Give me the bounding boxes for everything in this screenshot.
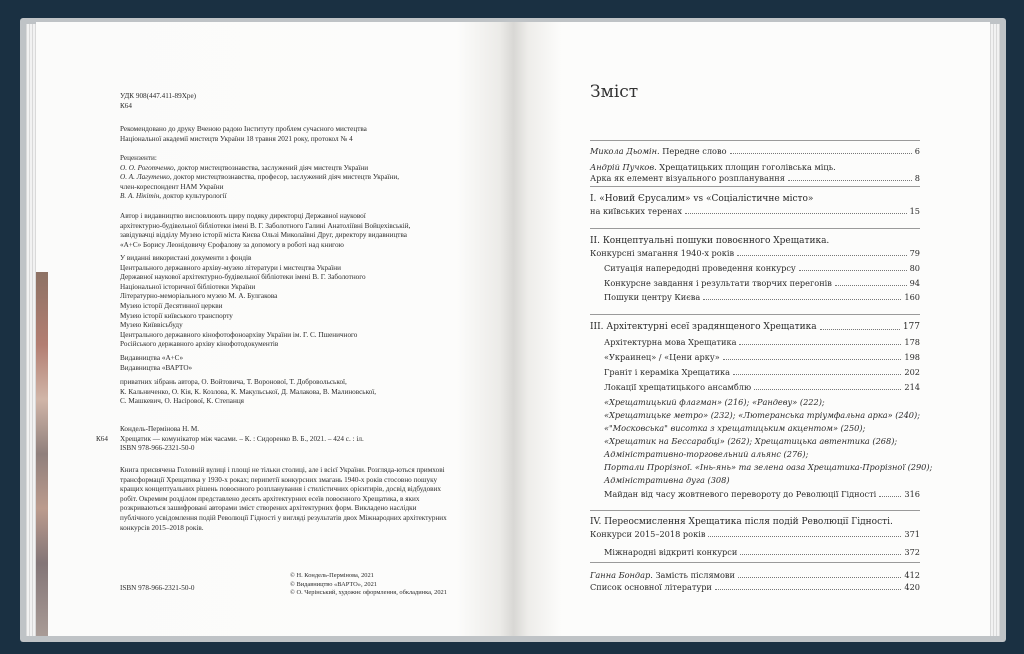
- recommendation: Рекомендовано до друку Вченою радою Інституту проблем сучасного мистецтва Національної академії мистецтв України 18 травня 2021 року, протокол № 4: [120, 125, 367, 143]
- toc-divider: [590, 186, 920, 187]
- toc-entry-text: Майдан від часу жовтневого перевороту до Революції Гідності: [604, 489, 877, 499]
- toc-entry-title: [604, 337, 736, 347]
- toc-entry-title: [604, 436, 897, 446]
- isbn-bottom: ISBN 978-966-2321-50-0: [120, 584, 195, 592]
- toc-leader-dots: [754, 389, 901, 390]
- toc-entry-author: Андрій Пучков: [590, 162, 655, 172]
- toc-divider: [590, 562, 920, 563]
- toc-entry: [590, 236, 920, 246]
- toc-entry-title: [604, 263, 796, 273]
- toc-entry-text: Конкурси 2015–2018 років: [590, 529, 706, 539]
- toc-entry-author: «Хрещатик на Бессарабці» (262); Хрещатицька автентика (268);: [604, 436, 898, 446]
- toc-entry: [604, 489, 920, 499]
- toc-entry: [590, 146, 920, 156]
- toc-entry: [590, 194, 920, 204]
- toc-page-number: 160: [904, 292, 920, 302]
- toc-page-number: 79: [909, 248, 920, 258]
- toc-entry: [604, 263, 920, 273]
- toc-page-number: 178: [904, 337, 920, 347]
- toc-leader-dots: [738, 577, 901, 578]
- toc-entry-text: . Замість післямови: [650, 570, 735, 580]
- toc-entry-text: . Хрещатицьких площин гоголівська міць.: [654, 162, 836, 172]
- bibliographic-record: Кондель-Пермінова Н. М. Хрещатик — комунікатор між часами. – К. : Сидоренко В. Б., 2021. – 424 с. : іл. ISBN 978-966-2321-50-0: [120, 425, 364, 453]
- toc-page-number: 214: [904, 382, 920, 392]
- toc-leader-dots: [879, 496, 901, 497]
- toc-entry-title: [590, 146, 727, 156]
- toc-entry: [604, 292, 920, 302]
- left-page: [36, 22, 514, 636]
- toc-divider: [590, 140, 920, 141]
- acknowledgements: Автор і видавництво висловлюють щиру подяку директорці Державної наукової архітектурно-будівельної бібліотеки імені В. Г. Заболотного Галині Анатоліївні Войцехівській, завідувачці відділу Музею історії міста Києва Ользі Миколаївні Друг, директору видавництва «А+С» Борису Леонідовичу Єрофалову за допомогу в роботі над книгою: [120, 212, 411, 249]
- toc-entry-title: [604, 410, 920, 420]
- toc-leader-dots: [820, 329, 900, 330]
- publishers: Видавництва «А+С» Видавництва «ВАРТО»: [120, 354, 193, 372]
- toc-page-number: 177: [902, 322, 920, 332]
- toc-entry-author: Адміністративно-торговельний альянс (276);: [604, 449, 809, 459]
- toc-entry: [590, 206, 920, 216]
- toc-entry: [590, 162, 920, 172]
- toc-entry-author: «"Московська" висотка з хрещатицьким акцентом» (250);: [604, 423, 866, 433]
- toc-entry: [604, 352, 920, 362]
- toc-page-number: 420: [904, 582, 920, 592]
- toc-entry: [604, 410, 920, 420]
- private-collections: приватних зібрань автора, О. Войтовича, Т. Воронової, Т. Добровольської, К. Кальниченко, О. Кія, К. Козлова, К. Макульської, Д. Малакова, В. Малиновської, С. Машкевич, О. Насірової, К. Степанця: [120, 378, 377, 406]
- toc-leader-dots: [703, 299, 901, 300]
- toc-entry: [604, 367, 920, 377]
- toc-entry-text: ІІ. Концептуальні пошуки повоєнного Хрещатика.: [590, 236, 830, 246]
- toc-entry-text: Ситуація напередодні проведення конкурсу: [604, 263, 796, 273]
- toc-page-number: 412: [904, 570, 920, 580]
- toc-entry-text: Пошуки центру Києва: [604, 292, 701, 302]
- udk-code: К64: [120, 102, 132, 110]
- toc-leader-dots: [788, 180, 912, 181]
- toc-page-number: 372: [904, 547, 920, 557]
- toc-entry: [604, 337, 920, 347]
- toc-entry-title: [604, 475, 730, 485]
- toc-leader-dots: [739, 344, 901, 345]
- toc-entry: [590, 529, 920, 539]
- toc-entry-title: [604, 352, 720, 362]
- toc-entry-title: [604, 292, 700, 302]
- toc-entry: [604, 382, 920, 392]
- toc-page-number: 94: [909, 278, 920, 288]
- abstract: Книга присвячена Головній вулиці і площі не тільки столиці, але і всієї України. Розгляда-ються примхові трансформації Хрещатика у 1930-х роках; перипетії конкурсних змагань 1940-х років стосовно пошуку кращих концептуальних рішень повоєнного розпланування і стилістичних орієнтирів, досвід відбудових робіт. Окремим розділом представлено десять архітектурних есеїв повоєнного Хрещатика, в яких розкриваються зашифровані авторами зміст створених архітектурних форм. Викладено наслідки публічного усвідомлення подій Революції Гідності у вигляді результатів двох Міжнародних архітектурних конкурсів 2015–2018 років.: [120, 466, 447, 532]
- toc-entry-text: Граніт і кераміка Хрещатика: [604, 367, 731, 377]
- toc-divider: [590, 228, 920, 229]
- toc-entry-author: Портали Прорізної. «Інь-янь» та зелена оаза Хрещатика-Прорізної (290);: [604, 462, 933, 472]
- toc-entry-title: [590, 206, 682, 216]
- toc-entry-text: Локації хрещатицького ансамблю: [604, 382, 752, 392]
- toc-page-number: 80: [909, 263, 920, 273]
- toc-entry: [590, 582, 920, 592]
- toc-divider: [590, 314, 920, 315]
- margin-code: К64: [96, 435, 108, 443]
- toc-entry-author: Микола Дьомін: [590, 146, 658, 156]
- toc-entry-title: [604, 423, 865, 433]
- toc-entry-title: [590, 162, 836, 172]
- toc-entry-text: на київських теренах: [590, 206, 682, 216]
- toc-entry-author: «Хрещатицький флагман» (216); «Рандеву» (222);: [604, 397, 825, 407]
- copyrights: © Н. Кондель-Пермінова, 2021 © Видавництво «ВАРТО», 2021 © О. Черінський, художнє оформлення, обкладинка, 2021: [290, 572, 447, 597]
- toc-entry-title: [590, 517, 893, 527]
- toc-entry: [590, 248, 920, 258]
- toc-entry-title: [590, 173, 785, 183]
- toc-entry-title: [604, 278, 832, 288]
- toc-entry-author: Адміністративна дуга (308): [604, 475, 730, 485]
- toc-heading: Зміст: [590, 82, 639, 102]
- toc-page-number: 198: [904, 352, 920, 362]
- toc-page-number: 202: [904, 367, 920, 377]
- toc-entry: [590, 322, 920, 332]
- toc-entry-text: І. «Новий Єрусалим» vs «Соціалістичне місто»: [590, 194, 814, 204]
- toc-page-number: 15: [909, 206, 920, 216]
- toc-entry-text: Арка як елемент візуального розпланування: [590, 173, 785, 183]
- toc-leader-dots: [835, 285, 907, 286]
- toc-entry-title: [590, 322, 817, 332]
- toc-page-number: 6: [914, 146, 920, 156]
- toc-leader-dots: [730, 153, 912, 154]
- toc-entry-text: Конкурсні змагання 1940-х років: [590, 248, 735, 258]
- toc-entry-text: IV. Переосмислення Хрещатика після подій Революції Гідності.: [590, 517, 893, 527]
- toc-leader-dots: [723, 359, 902, 360]
- toc-entry: [604, 397, 920, 407]
- toc-page-number: 8: [914, 173, 920, 183]
- toc-entry: [604, 278, 920, 288]
- toc-leader-dots: [708, 536, 901, 537]
- toc-entry-title: [590, 582, 712, 592]
- toc-entry-title: [590, 570, 735, 580]
- toc-entry-text: ІІІ. Архітектурні есеї зрадянщеного Хрещатика: [590, 322, 817, 332]
- toc-entry: [604, 475, 920, 485]
- toc-entry-author: «Хрещатицьке метро» (232); «Лютеранська тріумфальна арка» (240);: [604, 410, 920, 420]
- toc-entry: [604, 462, 933, 472]
- toc-divider: [590, 510, 920, 511]
- toc-leader-dots: [799, 270, 907, 271]
- toc-leader-dots: [740, 554, 901, 555]
- toc-entry: [604, 436, 920, 446]
- toc-leader-dots: [733, 374, 901, 375]
- toc-entry-text: Архітектурна мова Хрещатика: [604, 337, 737, 347]
- toc-entry: [604, 547, 920, 557]
- toc-entry-text: Конкурсне завдання і результати творчих перегонів: [604, 278, 832, 288]
- toc-leader-dots: [685, 213, 907, 214]
- toc-leader-dots: [715, 589, 901, 590]
- toc-entry-title: [604, 489, 876, 499]
- toc-entry: [590, 517, 920, 527]
- underlying-page-image: [36, 272, 48, 636]
- toc-entry: [604, 423, 920, 433]
- toc-entry-text: Список основної літератури: [590, 582, 712, 592]
- toc-page-number: 371: [904, 529, 920, 539]
- toc-entry-title: [590, 248, 734, 258]
- udk-line: УДК 908(447.411-89Хре): [120, 92, 197, 100]
- page-edges-right: [990, 24, 1000, 636]
- toc-leader-dots: [737, 255, 907, 256]
- toc-entry-title: [604, 462, 932, 472]
- archives-list: У виданні використані документи з фондів Центрального державного архіву-музею літератури і мистецтва України Державної наукової архітектурно-будівельної бібліотеки імені В. Г. Заболотного Національної історичної бібліотеки України Літературно-меморіального музею М. А. Булгакова Музею історії Десятинної церкви Музею історії київського транспорту Музею Київвісьбуду Центрального державного кінофотофоноархіву України ім. Г. С. Пшеничного Російського державного архіву кінофотодокументів: [120, 254, 366, 349]
- toc-entry-title: [604, 382, 751, 392]
- toc-entry: [604, 449, 920, 459]
- toc-entry-title: [604, 449, 808, 459]
- toc-page-number: 316: [904, 489, 920, 499]
- page-edges-left: [26, 24, 36, 636]
- toc-entry-text: «Украинец» / «Цени арку»: [604, 352, 720, 362]
- toc-entry-title: [604, 397, 825, 407]
- toc-entry-title: [590, 236, 829, 246]
- reviewers: Рецензенти: О. О. Роготченко, доктор мистецтвознавства, заслужений діяч мистецтв України О. А. Лагутенко, доктор мистецтвознавства, професор, заслужений діяч мистецтв України, член-кореспондент НАМ України В. А. Нікітін, доктор культурології: [120, 154, 400, 201]
- toc-entry-author: Ганна Бондар: [590, 570, 651, 580]
- toc-entry-title: [604, 547, 737, 557]
- toc-entry-text: Міжнародні відкриті конкурси: [604, 547, 738, 557]
- toc-entry-text: . Передне слово: [657, 146, 727, 156]
- toc-entry-title: [590, 529, 705, 539]
- toc-entry: [590, 173, 920, 183]
- toc-entry-title: [590, 194, 813, 204]
- toc-entry-title: [604, 367, 730, 377]
- toc-entry: [590, 570, 920, 580]
- right-page: [514, 22, 990, 636]
